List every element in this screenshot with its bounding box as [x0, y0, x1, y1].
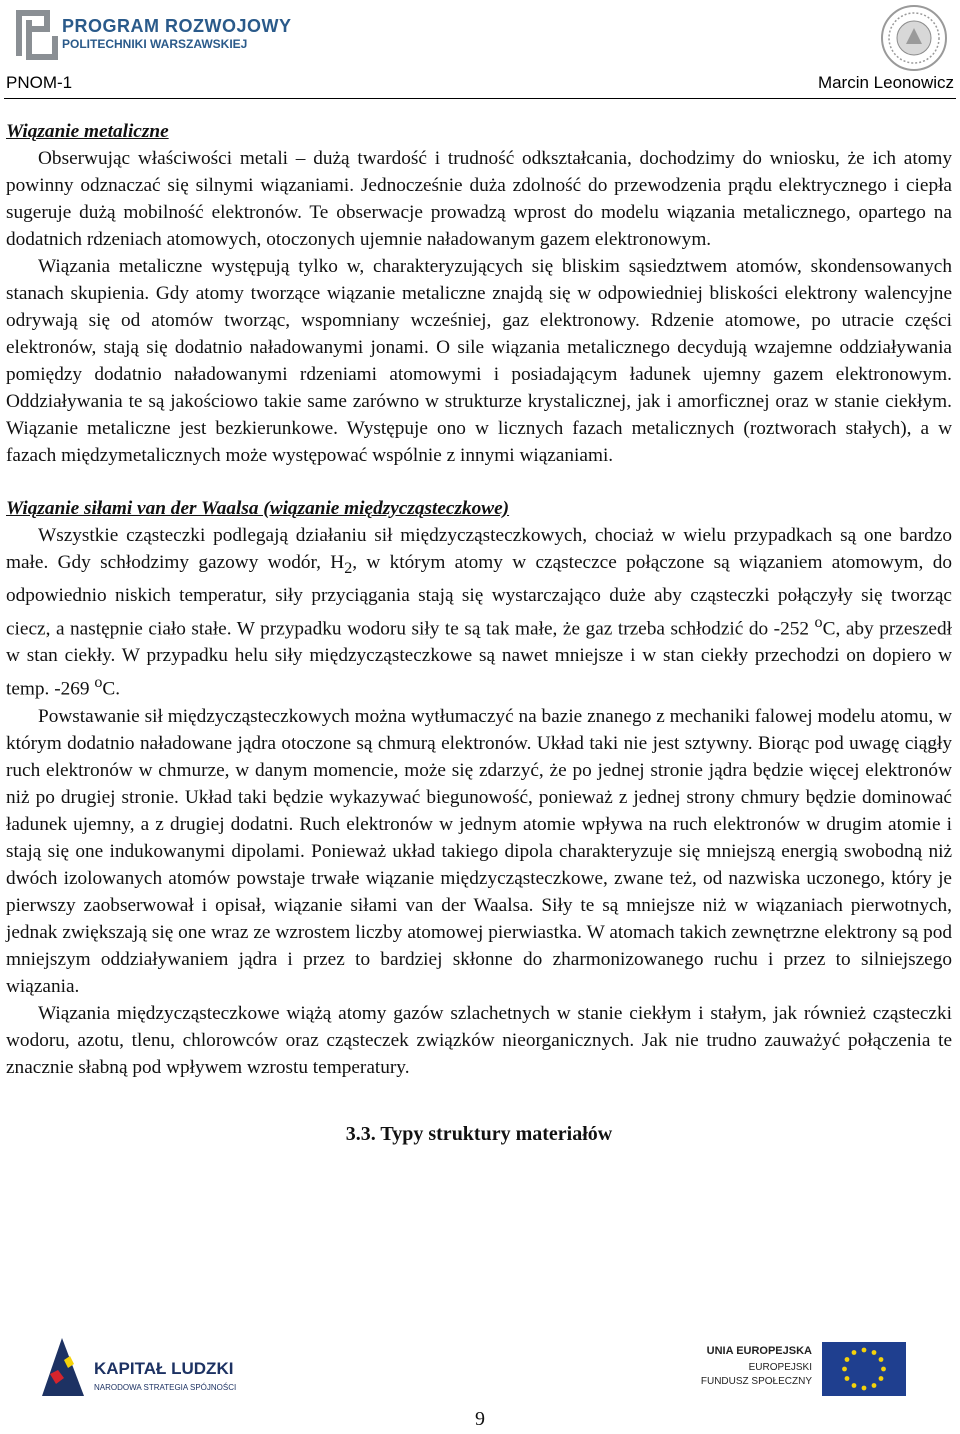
paragraph: Powstawanie sił międzycząsteczkowych można wytłumaczyć na bazie znanego z mechaniki falowej modelu atomu, w którym dodatnio naładowane jądra otoczone są chmurą elektronów. Układ taki nie jest sztywny. Biorąc pod uwagę ciągły ruch elektronów w chmurze, w danym momencie, może się zdarzyć, że po jednej stronie jądra będzie więcej elektronów niż po drugiej stronie. Układ taki będzie wykazywać biegunowość, ponieważ z jednej strony chmury będzie dominować ładunek ujemny, a z drugiej dodatni. Ruch elektronów w jednym atomie wpływa na ruch elektronów w drugim atomie i stają się one indukowanymi dipolami. Ponieważ układ takiego dipola charakteryzuje się mniejszą energią swobodną niż dwóch izolowanych atomów powstaje trwałe wiązanie międzycząsteczkowe, zwane też, od nazwiska uczonego, który je pierwszy zaobserwował i opisał, wiązanie siłami van der Waalsa. Siły te są mniejsze niż w wiązaniach pierwotnych, jednak zwiększają się one wraz ze wzrostem liczby atomowej pierwiastka. W atomach takich zewnętrzne elektrony są pod mniejszym oddziaływaniem jądra i przez to bardziej skłonne do zharmonizowanego ruchu i przez to silniejszego wiązania.	[6, 705, 952, 997]
paragraph	[6, 522, 952, 703]
degree-superscript: o	[814, 613, 823, 631]
kapital-ludzki-title: KAPITAŁ LUDZKI	[94, 1359, 234, 1378]
paragraph: Obserwując właściwości metali – dużą twardość i trudność odkształcania, dochodzimy do wniosku, że ich atomy powinny odznaczać się silnymi wiązaniami. Jednocześnie duża zdolność do przewodzenia prądu elektrycznego i ciepła sugeruje dużą mobilność elektronów. Te obserwacje prowadzą wprost do modelu wiązania metalicznego, opartego na dodatnich rdzeniach atomowych, otoczonych ujemnie naładowanym gazem elektronowym.	[6, 148, 952, 250]
program-rozwojowy-logo-text	[62, 16, 292, 52]
eu-logo-line-3: FUNDUSZ SPOŁECZNY	[700, 1376, 812, 1387]
logo-line-2: POLITECHNIKI WARSZAWSKIEJ	[62, 37, 248, 51]
eu-logo-line-1: UNIA EUROPEJSKA	[706, 1345, 812, 1357]
eu-social-fund-logo	[700, 1336, 912, 1398]
kapital-ludzki-icon	[40, 1334, 270, 1398]
kapital-ludzki-logo	[40, 1334, 270, 1398]
header-divider	[4, 98, 956, 99]
document-body	[6, 118, 952, 1168]
section-heading-material-structures: 3.3. Typy struktury materiałów	[345, 1122, 613, 1145]
eu-flag-icon	[822, 1342, 906, 1396]
paragraph-text: , w którym atomy w cząsteczce połączone są wiązaniem atomowym, do odpowiednio niskich temperatur, siły przyciągania stają się wystarczająco duże aby cząsteczki połączyły się tworząc ciecz, a następnie ciało stałe. W przypadku wodoru siły te są tak małe, że gaz trzeba schłodzić do -252	[6, 552, 952, 640]
logo-line-1: PROGRAM ROZWOJOWY	[62, 16, 292, 36]
document-code: PNOM-1	[6, 73, 73, 92]
university-seal-icon	[880, 4, 948, 72]
eu-logo-line-2: EUROPEJSKI	[748, 1362, 812, 1373]
paragraph-text: C, aby przeszedł w stan ciekły. W przypadku helu siły międzycząsteczkowe są nawet mniejsze i w stan ciekły przechodzi on dopiero w temp. -269	[6, 618, 952, 700]
author-name: Marcin Leonowicz	[817, 73, 954, 92]
kapital-ludzki-subtitle: NARODOWA STRATEGIA SPÓJNOŚCI	[94, 1383, 237, 1392]
section-spacer	[6, 469, 952, 495]
section-heading-van-der-waals: Wiązanie siłami van der Waalsa (wiązanie międzycząsteczkowe)	[6, 498, 510, 519]
degree-superscript: o	[94, 674, 103, 692]
paragraph-text: Wszystkie cząsteczki podlegają działaniu sił międzycząsteczkowych, chociaż w wielu przypadkach są one bardzo małe. Gdy schłodzimy gazowy wodór, H	[6, 525, 952, 573]
paragraph-text: C.	[102, 678, 121, 700]
section-heading-metallic-bond: Wiązanie metaliczne	[6, 121, 169, 142]
subscript: 2	[344, 559, 353, 577]
pw-logo-icon	[14, 8, 62, 62]
page-number: 9	[475, 1408, 485, 1430]
paragraph: Wiązania międzycząsteczkowe wiążą atomy gazów szlachetnych w stanie ciekłym i stałym, jak również cząsteczki wodoru, azotu, tlenu, chlorowców oraz cząsteczek związków nieorganicznych. Jak nie trudno zauważyć połączenia te znacznie słabną pod wpływem wzrostu temperatury.	[6, 1002, 952, 1078]
paragraph: Wiązania metaliczne występują tylko w, charakteryzujących się bliskim sąsiedztwem atomów, skondensowanych stanach skupienia. Gdy atomy tworzące wiązanie metaliczne znajdą się w odpowiedniej bliskości elektrony walencyjne odrywają się od atomów tworząc, wspomniany wcześniej, gaz elektronowy. Rdzenie atomowe, po utracie części elektronów, stają się dodatnio naładowanymi jonami. O sile wiązania metalicznego decydują wzajemne oddziaływania pomiędzy dodatnio naładowanymi rdzeniami atomowymi i posiadającym ładunek ujemny gazem elektronowym. Oddziaływania te są jakościowo takie same zarówno w strukturze krystalicznej, jak i amorficznej oraz w stanie ciekłym. Wiązanie metaliczne jest bezkierunkowe. Występuje ono w licznych fazach metalicznych (roztworach stałych), a w fazach międzymetalicznych może występować wspólnie z innymi wiązaniami.	[6, 256, 952, 466]
